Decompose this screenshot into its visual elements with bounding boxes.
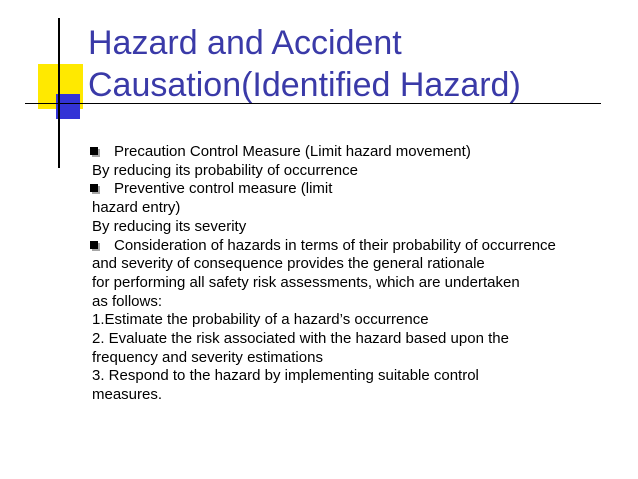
body-text-line: [92, 349, 622, 368]
line-text: 2. Evaluate the risk associated with the hazard based upon the: [92, 330, 509, 348]
line-text: Preventive control measure (limit: [114, 180, 333, 198]
bullet-item: [90, 237, 622, 256]
square-bullet-icon: [90, 147, 100, 157]
line-text: and severity of consequence provides the general rationale: [92, 255, 485, 273]
line-text: By reducing its severity: [92, 217, 247, 235]
line-text: 3. Respond to the hazard by implementing suitable control: [92, 367, 479, 385]
bullet-item: [90, 143, 622, 162]
title-line-2: Causation(Identified Hazard): [88, 66, 521, 104]
line-text: hazard entry): [92, 199, 181, 217]
slide-body: [92, 143, 622, 405]
title-line-1: Hazard and Accident: [88, 24, 402, 62]
body-text-line: [92, 274, 622, 293]
body-text-line: [92, 293, 622, 312]
decorative-vertical-line: [58, 18, 60, 168]
body-text-line: [92, 199, 622, 218]
line-text: measures.: [92, 386, 163, 404]
body-text-line: [92, 330, 622, 349]
body-text-line: [92, 255, 622, 274]
line-text: Consideration of hazards in terms of their probability of occurrence: [114, 236, 556, 254]
slide-title: [88, 22, 608, 106]
square-bullet-icon: [90, 241, 100, 251]
body-text-line: [92, 162, 622, 181]
body-text-line: [92, 386, 622, 405]
line-text: frequency and severity estimations: [92, 348, 323, 366]
line-text: 1.Estimate the probability of a hazard’s occurrence: [92, 311, 429, 329]
body-text-line: [92, 367, 622, 386]
line-text: as follows:: [92, 292, 163, 310]
square-bullet-icon: [90, 184, 100, 194]
body-text-line: [92, 311, 622, 330]
line-text: for performing all safety risk assessments, which are undertaken: [92, 273, 520, 291]
line-text: Precaution Control Measure (Limit hazard movement): [114, 143, 471, 160]
line-text: By reducing its probability of occurrence: [92, 161, 358, 179]
bullet-item: [90, 180, 622, 199]
body-text-line: [92, 218, 622, 237]
